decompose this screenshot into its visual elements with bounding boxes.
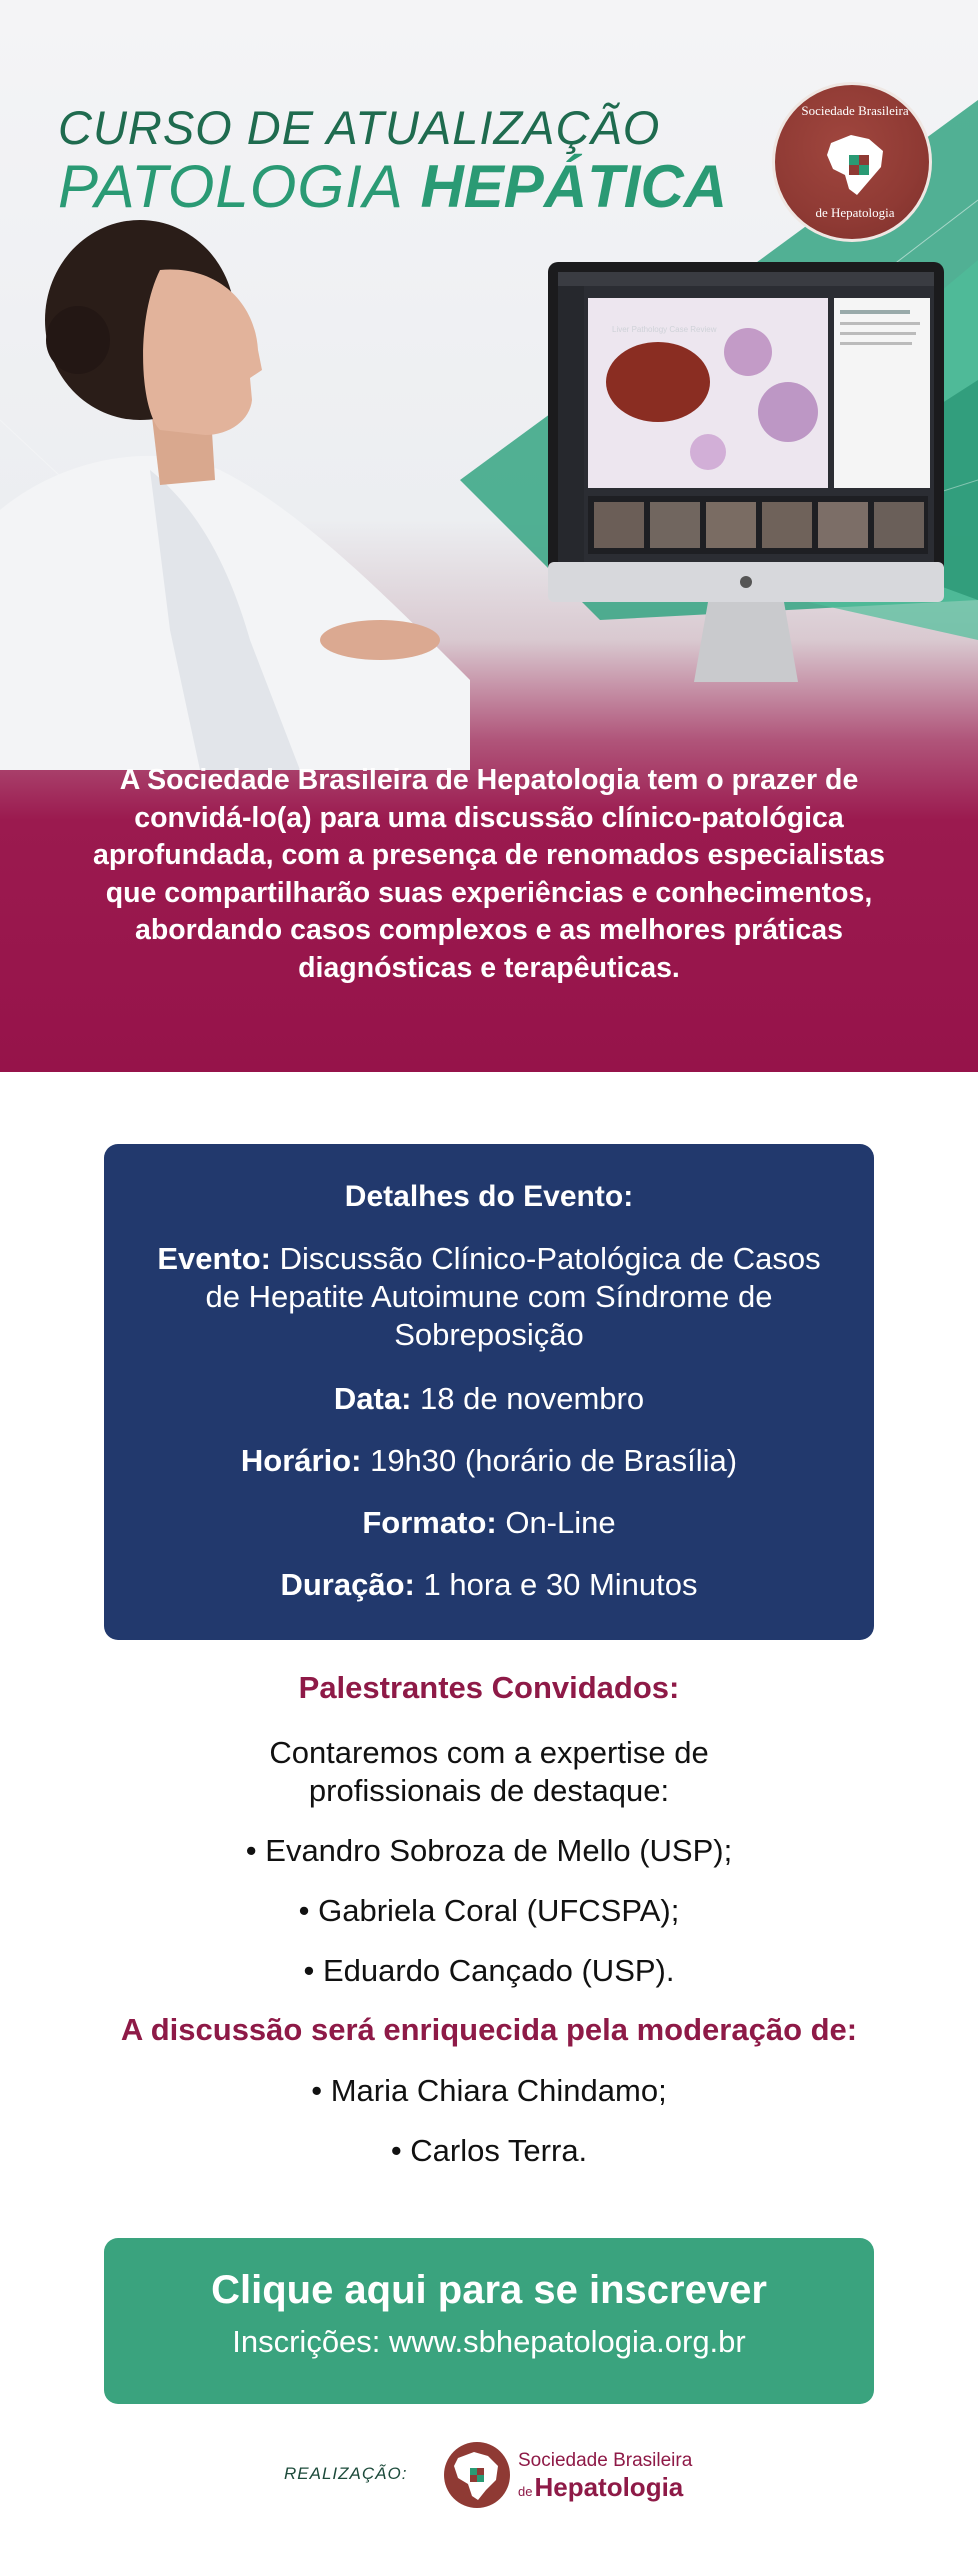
format-row — [144, 1504, 834, 1542]
time-value: 19h30 (horário de Brasília) — [370, 1443, 738, 1478]
brazil-map-icon — [821, 129, 889, 199]
moderator-item: • Carlos Terra. — [390, 2133, 588, 2168]
monitor-window-title: Liver Pathology Case Review — [612, 325, 717, 334]
format-value: On-Line — [505, 1505, 616, 1540]
footer-org-name: Hepatologia — [534, 2472, 684, 2502]
footer — [0, 2440, 978, 2520]
date-row — [144, 1380, 834, 1418]
intro-paragraph: A Sociedade Brasileira de Hepatologia tem o prazer de convidá-lo(a) para uma discussão clínico-patológica aprofundada, com a presença de renomados especialistas que compartilharão suas experiências e conhecimentos, abordando casos complexos e as melhores práticas diagnósticas e terapêuticas. — [93, 764, 885, 984]
register-url[interactable]: Inscrições: www.sbhepatologia.org.br — [232, 2324, 746, 2359]
moderator-item: • Maria Chiara Chindamo; — [311, 2073, 667, 2108]
logo-ring-bottom-text: de Hepatologia — [815, 205, 895, 220]
realizacao-label: REALIZAÇÃO: — [284, 2464, 408, 2483]
speaker-item: • Gabriela Coral (UFCSPA); — [298, 1893, 680, 1928]
footer-sbh-logo — [444, 2442, 510, 2508]
computer-monitor — [548, 262, 948, 702]
register-button-label: Clique aqui para se inscrever — [211, 2268, 767, 2312]
duration-row — [144, 1566, 834, 1604]
duration-value: 1 hora e 30 Minutos — [423, 1567, 698, 1602]
date-label: Data: — [333, 1381, 412, 1416]
footer-org-line1: Sociedade Brasileira — [518, 2450, 693, 2471]
hero-banner — [0, 0, 978, 1072]
speakers-intro: Contaremos com a expertise de profissionais de destaque: — [269, 1735, 709, 1808]
footer-org-de: de — [518, 2484, 533, 2499]
event-label: Evento: — [157, 1241, 271, 1276]
doctor-illustration — [0, 210, 470, 770]
logo-ring-top-text: Sociedade Brasileira — [801, 103, 909, 118]
time-row — [144, 1442, 834, 1480]
time-label: Horário: — [240, 1443, 362, 1478]
speaker-item: • Eduardo Cançado (USP). — [303, 1953, 675, 1988]
event-value: Discussão Clínico-Patológica de Casos de Hepatite Autoimune com Síndrome de Sobreposição — [205, 1241, 821, 1352]
moderation-title: A discussão será enriquecida pela moderação de: — [120, 2012, 858, 2047]
date-value: 18 de novembro — [420, 1381, 645, 1416]
course-title-bold: HEPÁTICA — [420, 153, 728, 220]
register-button[interactable] — [104, 2238, 874, 2404]
speaker-item: • Evandro Sobroza de Mello (USP); — [245, 1833, 733, 1868]
event-row — [144, 1240, 834, 1354]
speakers-title: Palestrantes Convidados: — [298, 1670, 680, 1705]
event-details-title: Detalhes do Evento: — [344, 1180, 634, 1213]
format-label: Formato: — [362, 1505, 497, 1540]
brazil-map-icon — [444, 2442, 510, 2508]
event-details-card — [104, 1144, 874, 1640]
course-title-light: PATOLOGIA — [58, 153, 404, 220]
course-title-line1: CURSO DE ATUALIZAÇÃO — [58, 101, 661, 154]
duration-label: Duração: — [280, 1567, 415, 1602]
footer-org-line2 — [518, 2472, 683, 2503]
sbh-logo — [772, 82, 932, 242]
